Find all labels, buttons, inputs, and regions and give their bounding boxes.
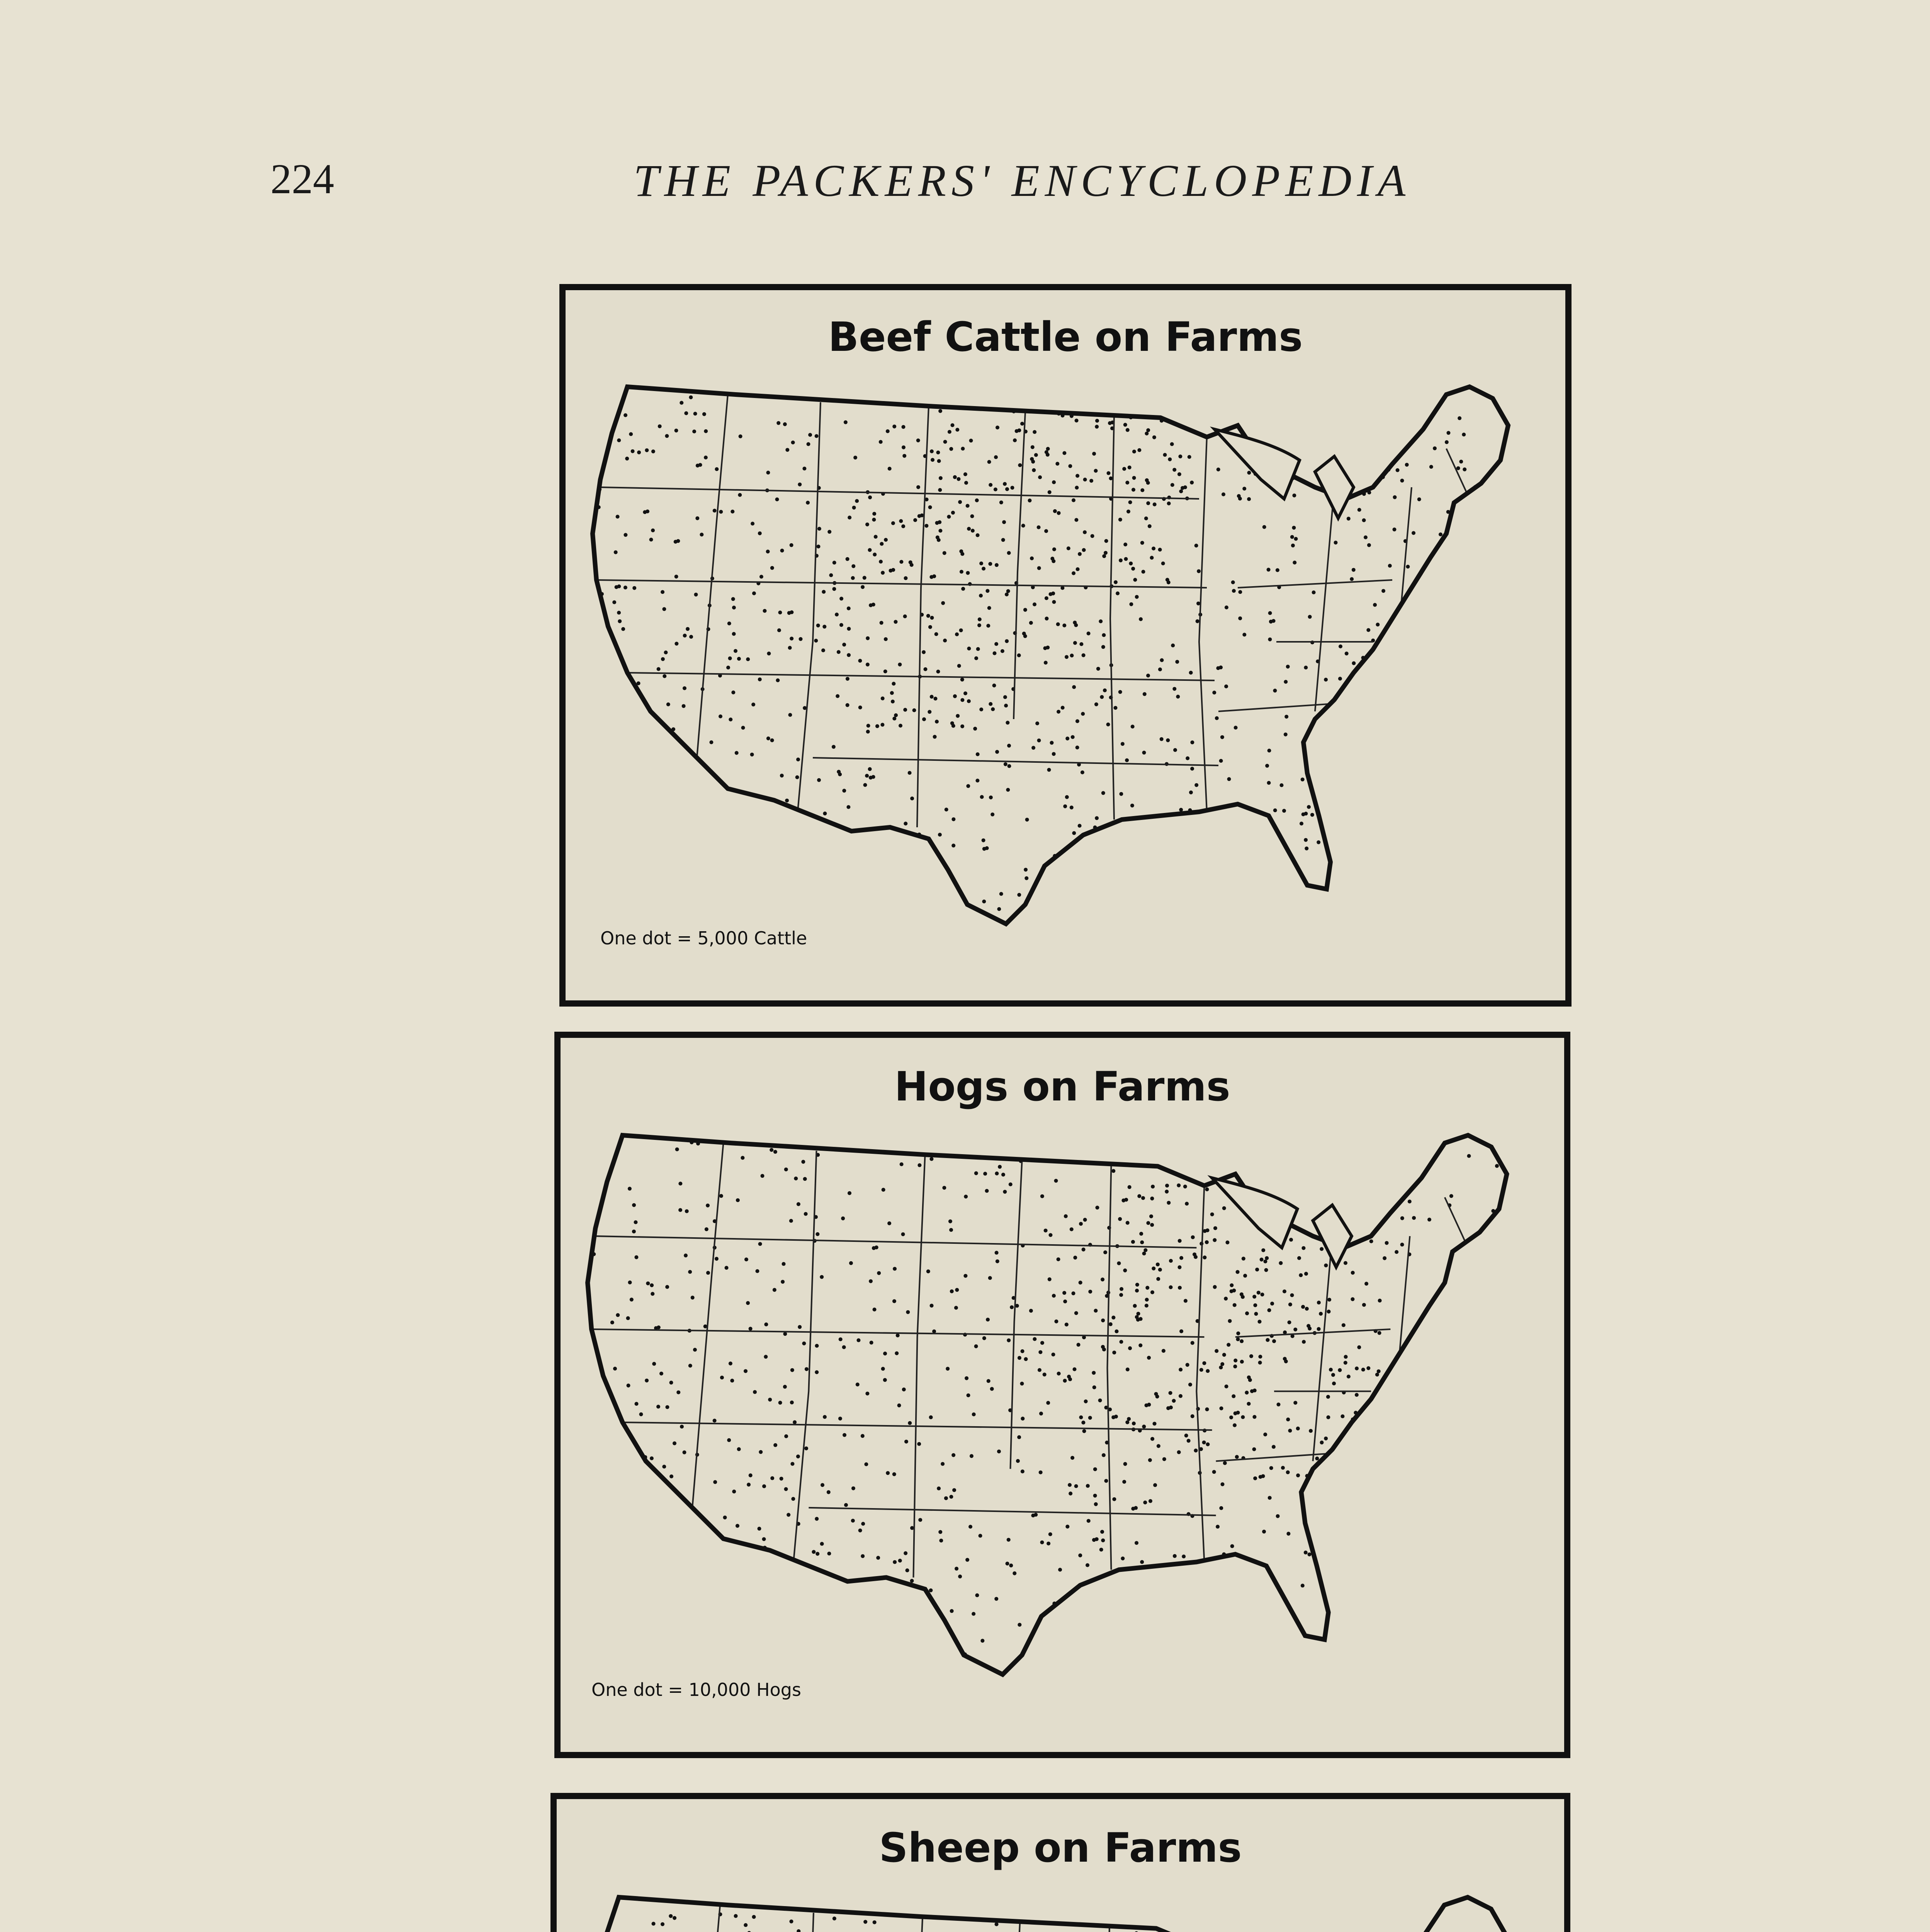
- state-boundaries: [588, 1905, 1468, 1932]
- map-panel-cattle: [559, 284, 1572, 1007]
- us-map-cattle: [581, 371, 1555, 982]
- map-title-cattle: Beef Cattle on Farms: [828, 313, 1303, 361]
- great-lakes: [1212, 1178, 1352, 1267]
- us-map-hogs: [576, 1119, 1553, 1733]
- map-legend-hogs: One dot = 10,000 Hogs: [591, 1679, 801, 1700]
- map-panel-sheep: [550, 1793, 1570, 1932]
- state-boundaries: [591, 1143, 1468, 1577]
- us-outline: [593, 387, 1508, 924]
- running-title: THE PACKERS' ENCYCLOPEDIA: [634, 155, 1411, 206]
- map-title-hogs: Hogs on Farms: [894, 1063, 1230, 1110]
- dot-density-layer: [576, 1119, 1553, 1733]
- map-title-sheep: Sheep on Farms: [879, 1824, 1242, 1871]
- us-outline: [584, 1897, 1507, 1932]
- page-number: 224: [270, 155, 334, 202]
- dot-density-layer: [581, 371, 1555, 982]
- map-legend-cattle: One dot = 5,000 Cattle: [600, 928, 807, 949]
- us-outline: [588, 1135, 1507, 1675]
- us-map-sheep: [572, 1880, 1553, 1932]
- map-panel-hogs: [554, 1032, 1570, 1758]
- great-lakes: [1215, 429, 1354, 518]
